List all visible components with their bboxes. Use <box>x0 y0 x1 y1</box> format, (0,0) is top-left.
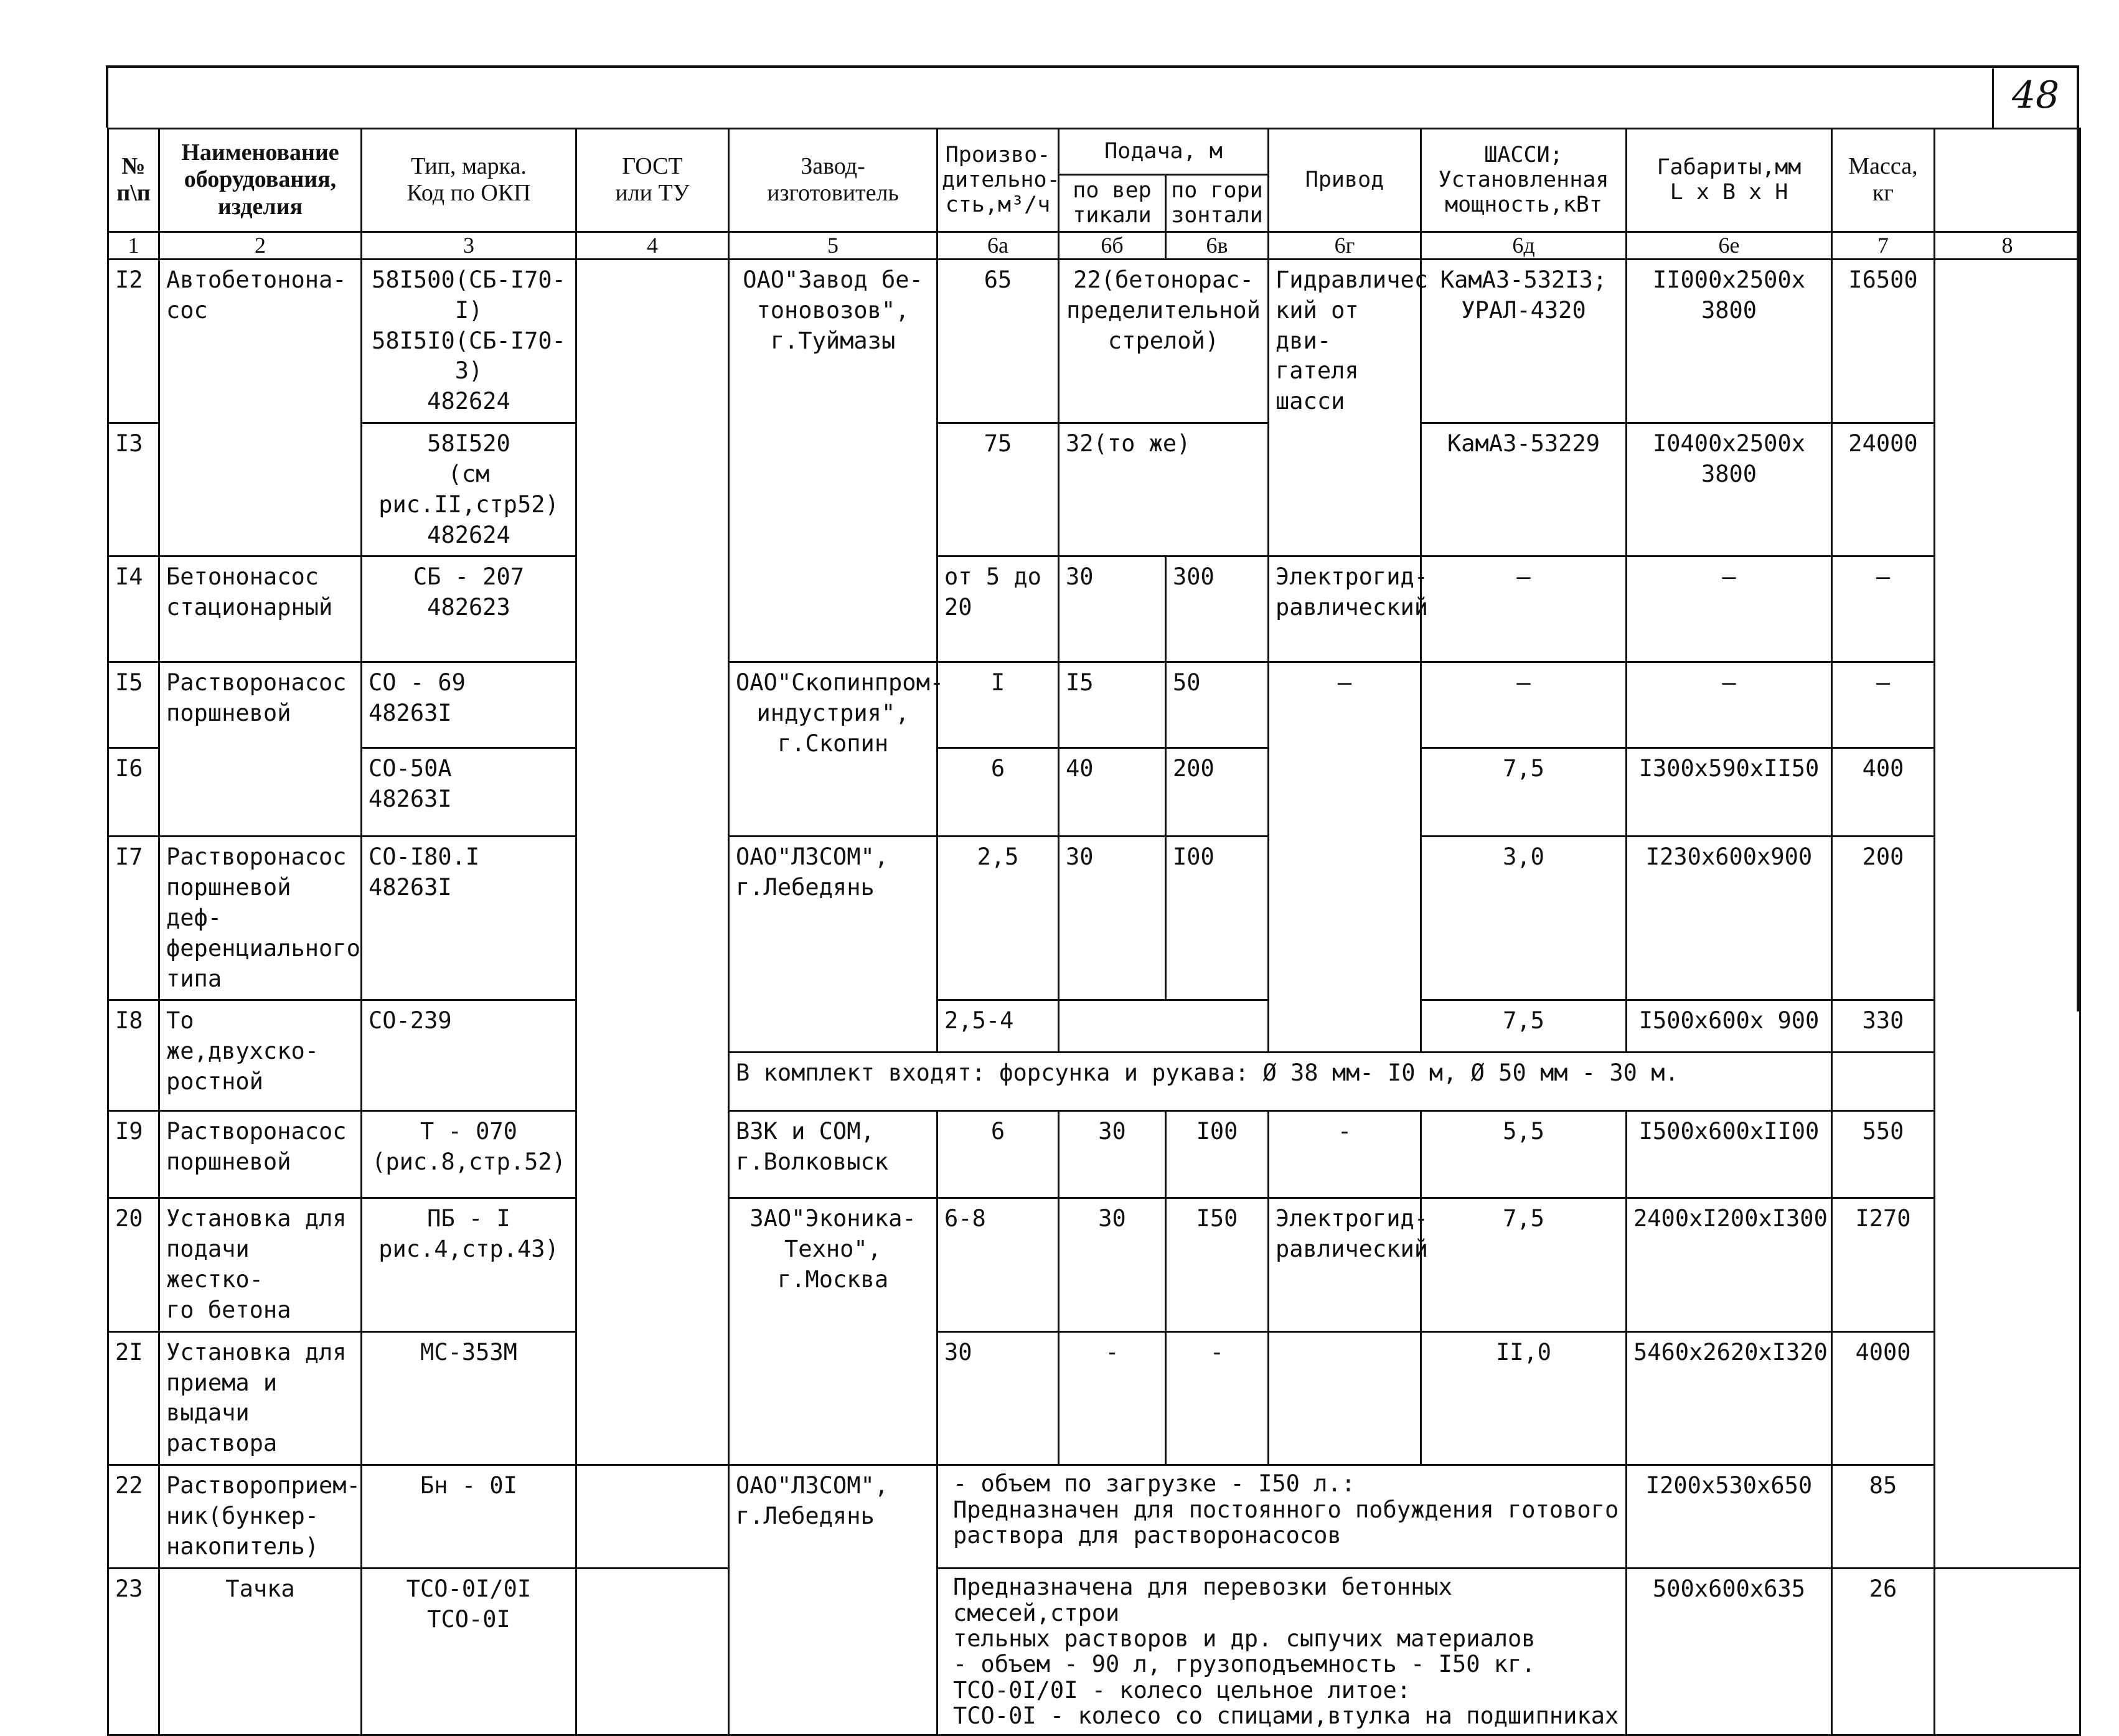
item-note: - объем по загрузке - I50 л.: Предназначен для постоянного побуждения готового раствора для растворонасосов <box>937 1465 1627 1569</box>
header-supply-horizontal: по гори зонтали <box>1166 175 1269 232</box>
item-mass: I6500 <box>1832 259 1935 423</box>
header-drive: Привод <box>1269 129 1421 232</box>
item-dims: I230x600x900 <box>1627 837 1832 1000</box>
header-gost: ГОСТ или ТУ <box>576 129 729 232</box>
item-name: То же,двухско- ростной <box>159 1000 362 1111</box>
item-dims: 5460x2620xI320 <box>1627 1331 1832 1465</box>
table-row <box>108 1569 2080 1735</box>
table-row <box>108 662 2080 748</box>
item-mass: — <box>1832 662 1935 748</box>
header-capacity: Произво- дительно- сть,м³/ч <box>937 129 1059 232</box>
item-capacity: 2,5 <box>937 837 1059 1000</box>
row-number: I5 <box>108 662 159 748</box>
item-drive: Электрогид- равлический <box>1269 556 1421 662</box>
item-chassis: — <box>1421 556 1627 662</box>
header-mass: Масса, кг <box>1832 129 1935 232</box>
item-chassis: 3,0 <box>1421 837 1627 1000</box>
table-row <box>108 1331 2080 1465</box>
column-number: 6г <box>1269 232 1421 259</box>
item-supply-vertical: 40 <box>1059 748 1166 837</box>
row-number: 20 <box>108 1198 159 1331</box>
equipment-table <box>107 128 2081 1736</box>
item-supply-vertical: 30 <box>1059 837 1166 1000</box>
item-maker: ОАО"ЛЗСОМ", г.Лебедянь <box>729 837 937 1053</box>
item-type: СО-239 <box>362 1000 576 1111</box>
item-mass: 330 <box>1832 1000 1935 1053</box>
item-capacity: 6 <box>937 748 1059 837</box>
row-number: 22 <box>108 1465 159 1569</box>
table-row <box>108 837 2080 1000</box>
item-name: Растворонасос поршневой <box>159 1111 362 1198</box>
item-dims: I500x600xII00 <box>1627 1111 1832 1198</box>
item-type: СБ - 207 482623 <box>362 556 576 662</box>
item-gost <box>576 1465 729 1569</box>
item-type: ТСО-0I/0I ТСО-0I <box>362 1569 576 1735</box>
item-chassis: 7,5 <box>1421 748 1627 837</box>
item-drive <box>1269 1331 1421 1465</box>
item-supply-vertical: 30 <box>1059 556 1166 662</box>
item-mass: 26 <box>1832 1569 1935 1735</box>
item-gost <box>576 1569 729 1735</box>
item-name: Автобетонона- сос <box>159 259 362 556</box>
table-row <box>108 1465 2080 1569</box>
item-chassis: 7,5 <box>1421 1198 1627 1331</box>
column-number: 6в <box>1166 232 1269 259</box>
item-dims: 500x600x635 <box>1627 1569 1832 1735</box>
item-dims: — <box>1627 662 1832 748</box>
item-note: В комплект входят: форсунка и рукава: Ø 38 мм- I0 м, Ø 50 мм - 30 м. <box>729 1053 1832 1111</box>
item-extra <box>1935 259 2080 1568</box>
item-supply: 22(бетонорас- пределительной стрелой) <box>1059 259 1269 423</box>
header-name: Наименование оборудования, изделия <box>159 129 362 232</box>
item-mass: 550 <box>1832 1111 1935 1198</box>
column-number: 6е <box>1627 232 1832 259</box>
item-name: Тачка <box>159 1569 362 1735</box>
item-chassis: — <box>1421 662 1627 748</box>
header-no: № п\п <box>108 129 159 232</box>
table-row <box>108 1000 2080 1053</box>
item-dims: II000x2500x 3800 <box>1627 259 1832 423</box>
item-supply-horizontal: I00 <box>1166 837 1269 1000</box>
item-supply-vertical: - <box>1059 1331 1166 1465</box>
item-drive: — <box>1269 662 1421 1053</box>
item-capacity: 2,5-4 <box>937 1000 1059 1053</box>
item-supply-vertical: 30 <box>1059 1198 1166 1331</box>
table-row <box>108 423 2080 556</box>
item-supply-horizontal: I00 <box>1166 1111 1269 1198</box>
row-number: I3 <box>108 423 159 556</box>
row-number: 2I <box>108 1331 159 1465</box>
item-type: СО-I80.I 48263I <box>362 837 576 1000</box>
item-supply-horizontal: 200 <box>1166 748 1269 837</box>
column-number: 1 <box>108 232 159 259</box>
item-mass: 4000 <box>1832 1331 1935 1465</box>
item-dims: 2400xI200xI300 <box>1627 1198 1832 1331</box>
table-row <box>108 259 2080 423</box>
sheet-frame-left <box>106 65 108 128</box>
column-number: 6б <box>1059 232 1166 259</box>
table-row <box>108 556 2080 662</box>
item-mass: 400 <box>1832 748 1935 837</box>
item-capacity: 6-8 <box>937 1198 1059 1331</box>
page-number: 48 <box>2011 73 2060 117</box>
table-row <box>108 748 2080 837</box>
header-supply-vertical: по вер тикали <box>1059 175 1166 232</box>
item-mass: — <box>1832 556 1935 662</box>
item-dims: — <box>1627 556 1832 662</box>
row-number: I7 <box>108 837 159 1000</box>
item-chassis: КамАЗ-532I3; УРАЛ-4320 <box>1421 259 1627 423</box>
item-drive: Электрогид- равлический <box>1269 1198 1421 1331</box>
item-drive: - <box>1269 1111 1421 1198</box>
item-type: 58I520 (см рис.II,стр52) 482624 <box>362 423 576 556</box>
item-mass: 24000 <box>1832 423 1935 556</box>
item-type: Т - 070 (рис.8,стр.52) <box>362 1111 576 1198</box>
item-maker: ВЗК и СОМ, г.Волковыск <box>729 1111 937 1198</box>
item-supply-horizontal: 50 <box>1166 662 1269 748</box>
item-dims: I0400x2500x 3800 <box>1627 423 1832 556</box>
column-number: 2 <box>159 232 362 259</box>
item-type: МС-353М <box>362 1331 576 1465</box>
item-name: Бетононасос стационарный <box>159 556 362 662</box>
item-maker: ЗАО"Эконика- Техно", г.Москва <box>729 1198 937 1465</box>
column-number: 6д <box>1421 232 1627 259</box>
table-row <box>108 1198 2080 1331</box>
row-number: I9 <box>108 1111 159 1198</box>
header-chassis: ШАССИ; Установленная мощность,кВт <box>1421 129 1627 232</box>
column-number: 8 <box>1935 232 2080 259</box>
column-number: 6а <box>937 232 1059 259</box>
column-number: 5 <box>729 232 937 259</box>
item-supply-horizontal: - <box>1166 1331 1269 1465</box>
item-name: Установка для приема и выдачи раствора <box>159 1331 362 1465</box>
row-number: I6 <box>108 748 159 837</box>
item-mass: I270 <box>1832 1198 1935 1331</box>
row-number: 23 <box>108 1569 159 1735</box>
header-supply: Подача, м <box>1059 129 1269 175</box>
item-capacity: I <box>937 662 1059 748</box>
item-capacity: 65 <box>937 259 1059 423</box>
item-capacity: 75 <box>937 423 1059 556</box>
item-chassis: 5,5 <box>1421 1111 1627 1198</box>
item-extra <box>1935 1569 2080 1735</box>
item-supply-vertical: I5 <box>1059 662 1166 748</box>
item-drive: Гидравличес кий от дви- гателя шасси <box>1269 259 1421 556</box>
item-dims: I300x590xII50 <box>1627 748 1832 837</box>
header-dims: Габариты,мм L x B x H <box>1627 129 1832 232</box>
item-supply-horizontal: 300 <box>1166 556 1269 662</box>
item-name: Установка для подачи жестко- го бетона <box>159 1198 362 1331</box>
item-supply-horizontal: I50 <box>1166 1198 1269 1331</box>
item-supply: 32(то же) <box>1059 423 1269 556</box>
item-supply-vertical: 30 <box>1059 1111 1166 1198</box>
item-name: Растворонасос поршневой деф- ференциального типа <box>159 837 362 1000</box>
item-note: Предназначена для перевозки бетонных смесей,строи тельных растворов и др. сыпучих материалов - объем - 90 л, грузоподъемность - I50 кг. ТСО-0I/0I - колесо цельное литое: ТСО-0I - колесо со спицами,втулка на подшипниках <box>937 1569 1627 1735</box>
item-type: СО - 69 48263I <box>362 662 576 748</box>
item-chassis: II,0 <box>1421 1331 1627 1465</box>
row-number: I4 <box>108 556 159 662</box>
item-type: Бн - 0I <box>362 1465 576 1569</box>
item-capacity: 30 <box>937 1331 1059 1465</box>
item-gost <box>576 259 729 1465</box>
column-number: 7 <box>1832 232 1935 259</box>
item-maker: ОАО"Завод бе- тоновозов", г.Туймазы <box>729 259 937 662</box>
header-extra <box>1935 129 2080 232</box>
header-type: Тип, марка. Код по ОКП <box>362 129 576 232</box>
item-name: Растворонасос поршневой <box>159 662 362 837</box>
item-maker: ОАО"Скопинпром- индустрия", г.Скопин <box>729 662 937 837</box>
item-type: ПБ - I рис.4,стр.43) <box>362 1198 576 1331</box>
header-maker: Завод- изготовитель <box>729 129 937 232</box>
item-capacity: от 5 до 20 <box>937 556 1059 662</box>
item-mass: 200 <box>1832 837 1935 1000</box>
item-name: Раствороприем- ник(бункер- накопитель) <box>159 1465 362 1569</box>
table-row <box>108 1111 2080 1198</box>
item-dims: I500x600x 900 <box>1627 1000 1832 1053</box>
item-capacity: 6 <box>937 1111 1059 1198</box>
row-number: I2 <box>108 259 159 423</box>
column-number: 4 <box>576 232 729 259</box>
item-type: СО-50А 48263I <box>362 748 576 837</box>
item-mass: 85 <box>1832 1465 1935 1569</box>
item-chassis: 7,5 <box>1421 1000 1627 1053</box>
sheet-frame-top <box>106 65 2079 68</box>
item-maker: ОАО"ЛЗСОМ", г.Лебедянь <box>729 1465 937 1735</box>
item-chassis: КамАЗ-53229 <box>1421 423 1627 556</box>
item-supply <box>1059 1000 1269 1053</box>
column-number: 3 <box>362 232 576 259</box>
item-dims: I200x530x650 <box>1627 1465 1832 1569</box>
item-type: 58I500(СБ-I70-I) 58I5I0(СБ-I70-3) 482624 <box>362 259 576 423</box>
row-number: I8 <box>108 1000 159 1111</box>
